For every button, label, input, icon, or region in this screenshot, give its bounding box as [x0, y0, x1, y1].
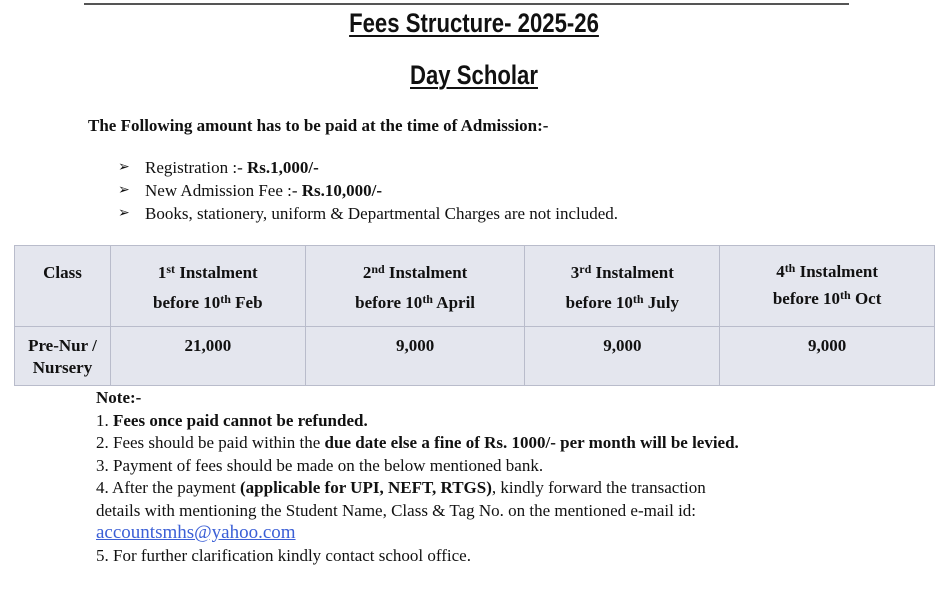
- header-instalment-4: 4th Instalment before 10th Oct: [720, 246, 935, 327]
- list-item: ➢ Registration :- Rs.1,000/-: [118, 158, 319, 177]
- header-instalment-3: 3rd Instalment before 10th July: [525, 246, 720, 327]
- note-3: 3. Payment of fees should be made on the below mentioned bank.: [96, 455, 544, 475]
- header-instalment-2: 2nd Instalment before 10th April: [305, 246, 525, 327]
- email-link[interactable]: accountsmhs@yahoo.com: [96, 522, 296, 543]
- admission-charges-list: [118, 156, 618, 225]
- admission-intro: The Following amount has to be paid at the time of Admission:-: [88, 116, 549, 135]
- arrow-bullet-icon: ➢: [118, 206, 130, 221]
- page-subtitle: Day Scholar: [410, 60, 538, 90]
- note-1: 1. Fees once paid cannot be refunded.: [96, 410, 368, 430]
- fees-table: [14, 245, 935, 386]
- top-rule: [84, 3, 849, 5]
- note-4: 4. After the payment (applicable for UPI, NEFT, RTGS), kindly forward the transaction details with mentioning the Student Name, Class & Tag No. on the mentioned e-mail id:: [96, 478, 706, 520]
- cell-instalment-2: 9,000: [305, 327, 525, 386]
- page-title: Fees Structure- 2025-26: [349, 8, 599, 38]
- note-2: 2. Fees should be paid within the due date else a fine of Rs. 1000/- per month will be levied.: [96, 433, 739, 452]
- cell-class: Pre-Nur / Nursery: [15, 327, 111, 386]
- note-5: 5. For further clarification kindly contact school office.: [96, 545, 471, 565]
- header-instalment-1: 1st Instalment before 10th Feb: [110, 246, 305, 327]
- notes-heading: Note:-: [96, 388, 142, 407]
- notes-section: [96, 387, 739, 567]
- table-header-row: [15, 246, 935, 327]
- arrow-bullet-icon: ➢: [118, 160, 130, 175]
- table-row: [15, 327, 935, 386]
- header-class: Class: [15, 246, 111, 327]
- list-item: ➢ Books, stationery, uniform & Departmental Charges are not included.: [118, 204, 619, 223]
- cell-instalment-3: 9,000: [525, 327, 720, 386]
- cell-instalment-1: 21,000: [110, 327, 305, 386]
- cell-instalment-4: 9,000: [720, 327, 935, 386]
- arrow-bullet-icon: ➢: [118, 183, 130, 198]
- list-item: ➢ New Admission Fee :- Rs.10,000/-: [118, 181, 383, 200]
